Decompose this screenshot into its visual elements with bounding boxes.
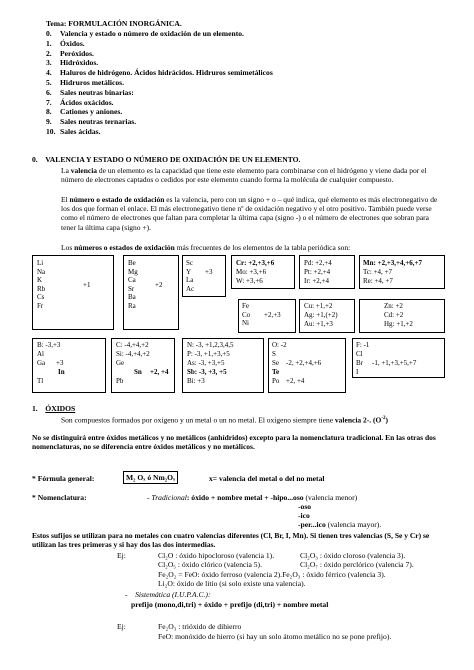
section-0-paragraph-1: La valencia de un elemento es la capacidad que tiene este elemento para combinarse con el hidrógeno y viene dada por el número de electrones captados o cedidos por este elemento cuando forma la molécula de cualquier compuesto. [61, 166, 427, 185]
oxygen-group-valence: -2, +2,+4,+6 [286, 359, 322, 367]
pb-symbol: Pb [116, 377, 124, 385]
example-label: Ej: [117, 551, 126, 560]
example-feo: FeO: monóxido de hierro (si hay un solo átomo metálico no se pone prefijo). [158, 632, 392, 641]
se-symbol: Se [272, 359, 279, 367]
toc-item: 6. Sales neutras binarias: [46, 87, 134, 97]
s-symbol: S [272, 350, 276, 358]
n-states: N: -3, +1,2,3,4,5 [187, 341, 234, 349]
example-cl2o: Cl₂O : óxido hipocloroso (valencia 1). [158, 551, 275, 560]
example-label-2: Ej: [117, 622, 126, 631]
carbon-group-valence: +2, +4 [150, 368, 169, 376]
halogen-group-valence: -1, +1,+3,+5,+7 [372, 359, 417, 367]
po-valence: +2, +4 [286, 377, 305, 385]
group-1-valence: +1 [83, 281, 91, 289]
br-symbol: Br [356, 359, 363, 367]
cd-states: Cd: +2 [384, 311, 404, 319]
traditional-rule: - Tradicional: óxido + nombre metal + -hipo...oso (valencia menor) [147, 493, 358, 502]
group-3-symbols: Sc Y La Ac [186, 259, 195, 293]
example-li2o: Li₂O: óxido de litio (si solo existe una valencia). [158, 579, 306, 588]
as-states: As: -3, +3,+5 [187, 359, 225, 367]
general-formula-note: x= valencia del metal o del no metal [209, 474, 325, 483]
group-3-valence: +3 [205, 268, 213, 276]
section-0-paragraph-3: Los números o estados de oxidación más frecuentes de los elementos de la tabla periódica son: [61, 243, 351, 252]
topic-title: Tema: FORMULACIÓN INORGÁNICA. [46, 19, 182, 28]
cu-states: Cu: +1,+2 [304, 302, 333, 310]
au-states: Au: +1,+3 [304, 320, 333, 328]
general-formula-box: M₂ Oₓ ó Nm₂Oₓ [123, 471, 178, 484]
mn-states: Mn: +2,+3,+4,+6,+7 [363, 259, 423, 267]
b-states: B: -3,+3 [37, 341, 61, 349]
cr-states: Cr: +2,+3,+6 [236, 259, 275, 267]
tl-symbol: Tl [37, 377, 44, 385]
section-1-paragraph-3: Estos sufijos se utilizan para no metales con cuatro valencias diferentes (Cl, Br, I, Mn). Si tienen tres valencias (S, Se y Cr) se utilizan las tres primeras y si hay dos las dos intermedias. [32, 531, 430, 550]
mo-states: Mo: +3,+6 [236, 268, 267, 276]
toc-item: 4. Haluros de hidrógeno. Ácidos hidrácidos. Hidruros semimetálicos [46, 68, 273, 78]
o-states: O: -2 [272, 341, 287, 349]
pd-states: Pd: +2,+4 [304, 259, 332, 267]
ag-states: Ag: +1,(+2) [304, 311, 338, 319]
group-1-symbols: Li Na K Rb Cs Fr [37, 259, 46, 310]
example-iron-oxides: Fe₂O₂ = FeO: óxido ferroso (valencia 2).Fe₂O₃ : óxido férrico (valencia 3). [158, 570, 386, 579]
toc-item: 1. Óxidos. [46, 38, 85, 48]
toc-item: 10. Sales ácidas. [46, 126, 101, 136]
w-states: W: +3,+6 [236, 277, 263, 285]
te-symbol: Te [272, 368, 280, 376]
suffix-per-ico: -per...ico (valencia mayor). [298, 520, 382, 529]
section-1-heading: 1. ÓXIDOS [32, 404, 76, 413]
ge-symbol: Ge [116, 359, 125, 367]
po-symbol: Po [272, 377, 280, 385]
bi-states: Bi: +3 [187, 377, 205, 385]
cl-symbol: Cl [356, 350, 363, 358]
toc-item: 8. Cationes y aniones. [46, 107, 123, 117]
section-0-paragraph-2: El número o estado de oxidación es la valencia, pero con un signo + o – qué indica, qué elemento es más electronegativo de los dos que forman el enlace. El más electronegativo tiene nº de oxidación negativo y el otro positivo. También puede verse como el número de electrones que faltan para completar la última capa (signo -) o el número de electrones que sobran para tener la última capa (signo +). [61, 195, 438, 232]
example-cl2o3: Cl₂O₃ : óxido cloroso (valencia 3). [300, 551, 406, 560]
suffix-oso: -oso [298, 502, 312, 511]
al-symbol: Al [37, 350, 44, 358]
general-formula-label: * Fórmula general: [32, 474, 95, 483]
ga-symbol: Ga [37, 359, 46, 367]
sn-symbol: Sn [134, 368, 142, 376]
toc-item: 7. Ácidos oxácidos. [46, 97, 114, 107]
example-cl2o7: Cl₂O₇ : óxido perclórico (valencia 7). [300, 560, 414, 569]
toc-item: 5. Hidruros metálicos. [46, 77, 124, 87]
i-symbol: I [356, 368, 359, 376]
zn-states: Zn: +2 [384, 302, 403, 310]
systematic-label: - Sistemática (I.U.P.A.C.): [125, 590, 211, 599]
sb-states: Sb: -3, +3, +5 [187, 368, 227, 376]
ir-states: Ir: +2,+4 [304, 277, 330, 285]
c-states: C: -4,+4,+2 [116, 341, 149, 349]
example-fe2o3: Fe₂O₃ : trióxido de dihierro [158, 622, 242, 631]
toc-item: 3. Hidróxidos. [46, 58, 99, 68]
in-symbol: In [58, 368, 65, 376]
section-0-heading: 0. VALENCIA Y ESTADO O NÚMERO DE OXIDACIÓN DE UN ELEMENTO. [32, 155, 301, 164]
f-states: F: -1 [356, 341, 370, 349]
tc-states: Tc: +4, +7 [363, 268, 392, 276]
group-2-symbols: Be Mg Ca Sr Ba Ra [128, 259, 138, 310]
pt-states: Pt: +2,+4 [304, 268, 331, 276]
nomenclature-label: * Nomenclatura: [32, 493, 87, 502]
toc-item: 9. Sales neutras ternarias. [46, 117, 137, 127]
suffix-ico: -ico [298, 511, 310, 520]
iron-group-symbols: Fe Co Ni [242, 302, 251, 328]
toc-item: 2. Peróxidos. [46, 48, 94, 58]
section-1-paragraph-2: No se distinguirá entre óxidos metálicos y no metálicos (anhídridos) excepto para la nomenclatura tradicional. En las otras dos nomenclaturas, no se diferencia entre óxidos metálicos y no metálicos. [32, 433, 436, 452]
section-1-paragraph-1: Son compuestos formados por oxígeno y un metal o un no metal. El oxígeno siempre tiene valencia 2-. $(O^{-2})$ [61, 415, 389, 425]
group-2-valence: +2 [155, 281, 163, 289]
toc-item: 0. Valencia y estado o número de oxidación de un elemento. [46, 29, 244, 38]
table-of-contents [46, 29, 273, 137]
p-states: P: -3, +1,+3,+5 [187, 350, 230, 358]
example-cl2o5: Cl₂O₅ : óxido clórico (valencia 5). [158, 560, 262, 569]
systematic-rule: prefijo (mono,di,tri) + óxido + prefijo (di,tri) + nombre metal [131, 600, 329, 609]
boron-group-valence: +3 [56, 359, 64, 367]
re-states: Re: +4, +7 [363, 277, 393, 285]
hg-states: Hg: +1,+2 [384, 320, 413, 328]
iron-group-valence: +2,+3 [264, 311, 281, 319]
si-states: Si: -4,+4,+2 [116, 350, 150, 358]
